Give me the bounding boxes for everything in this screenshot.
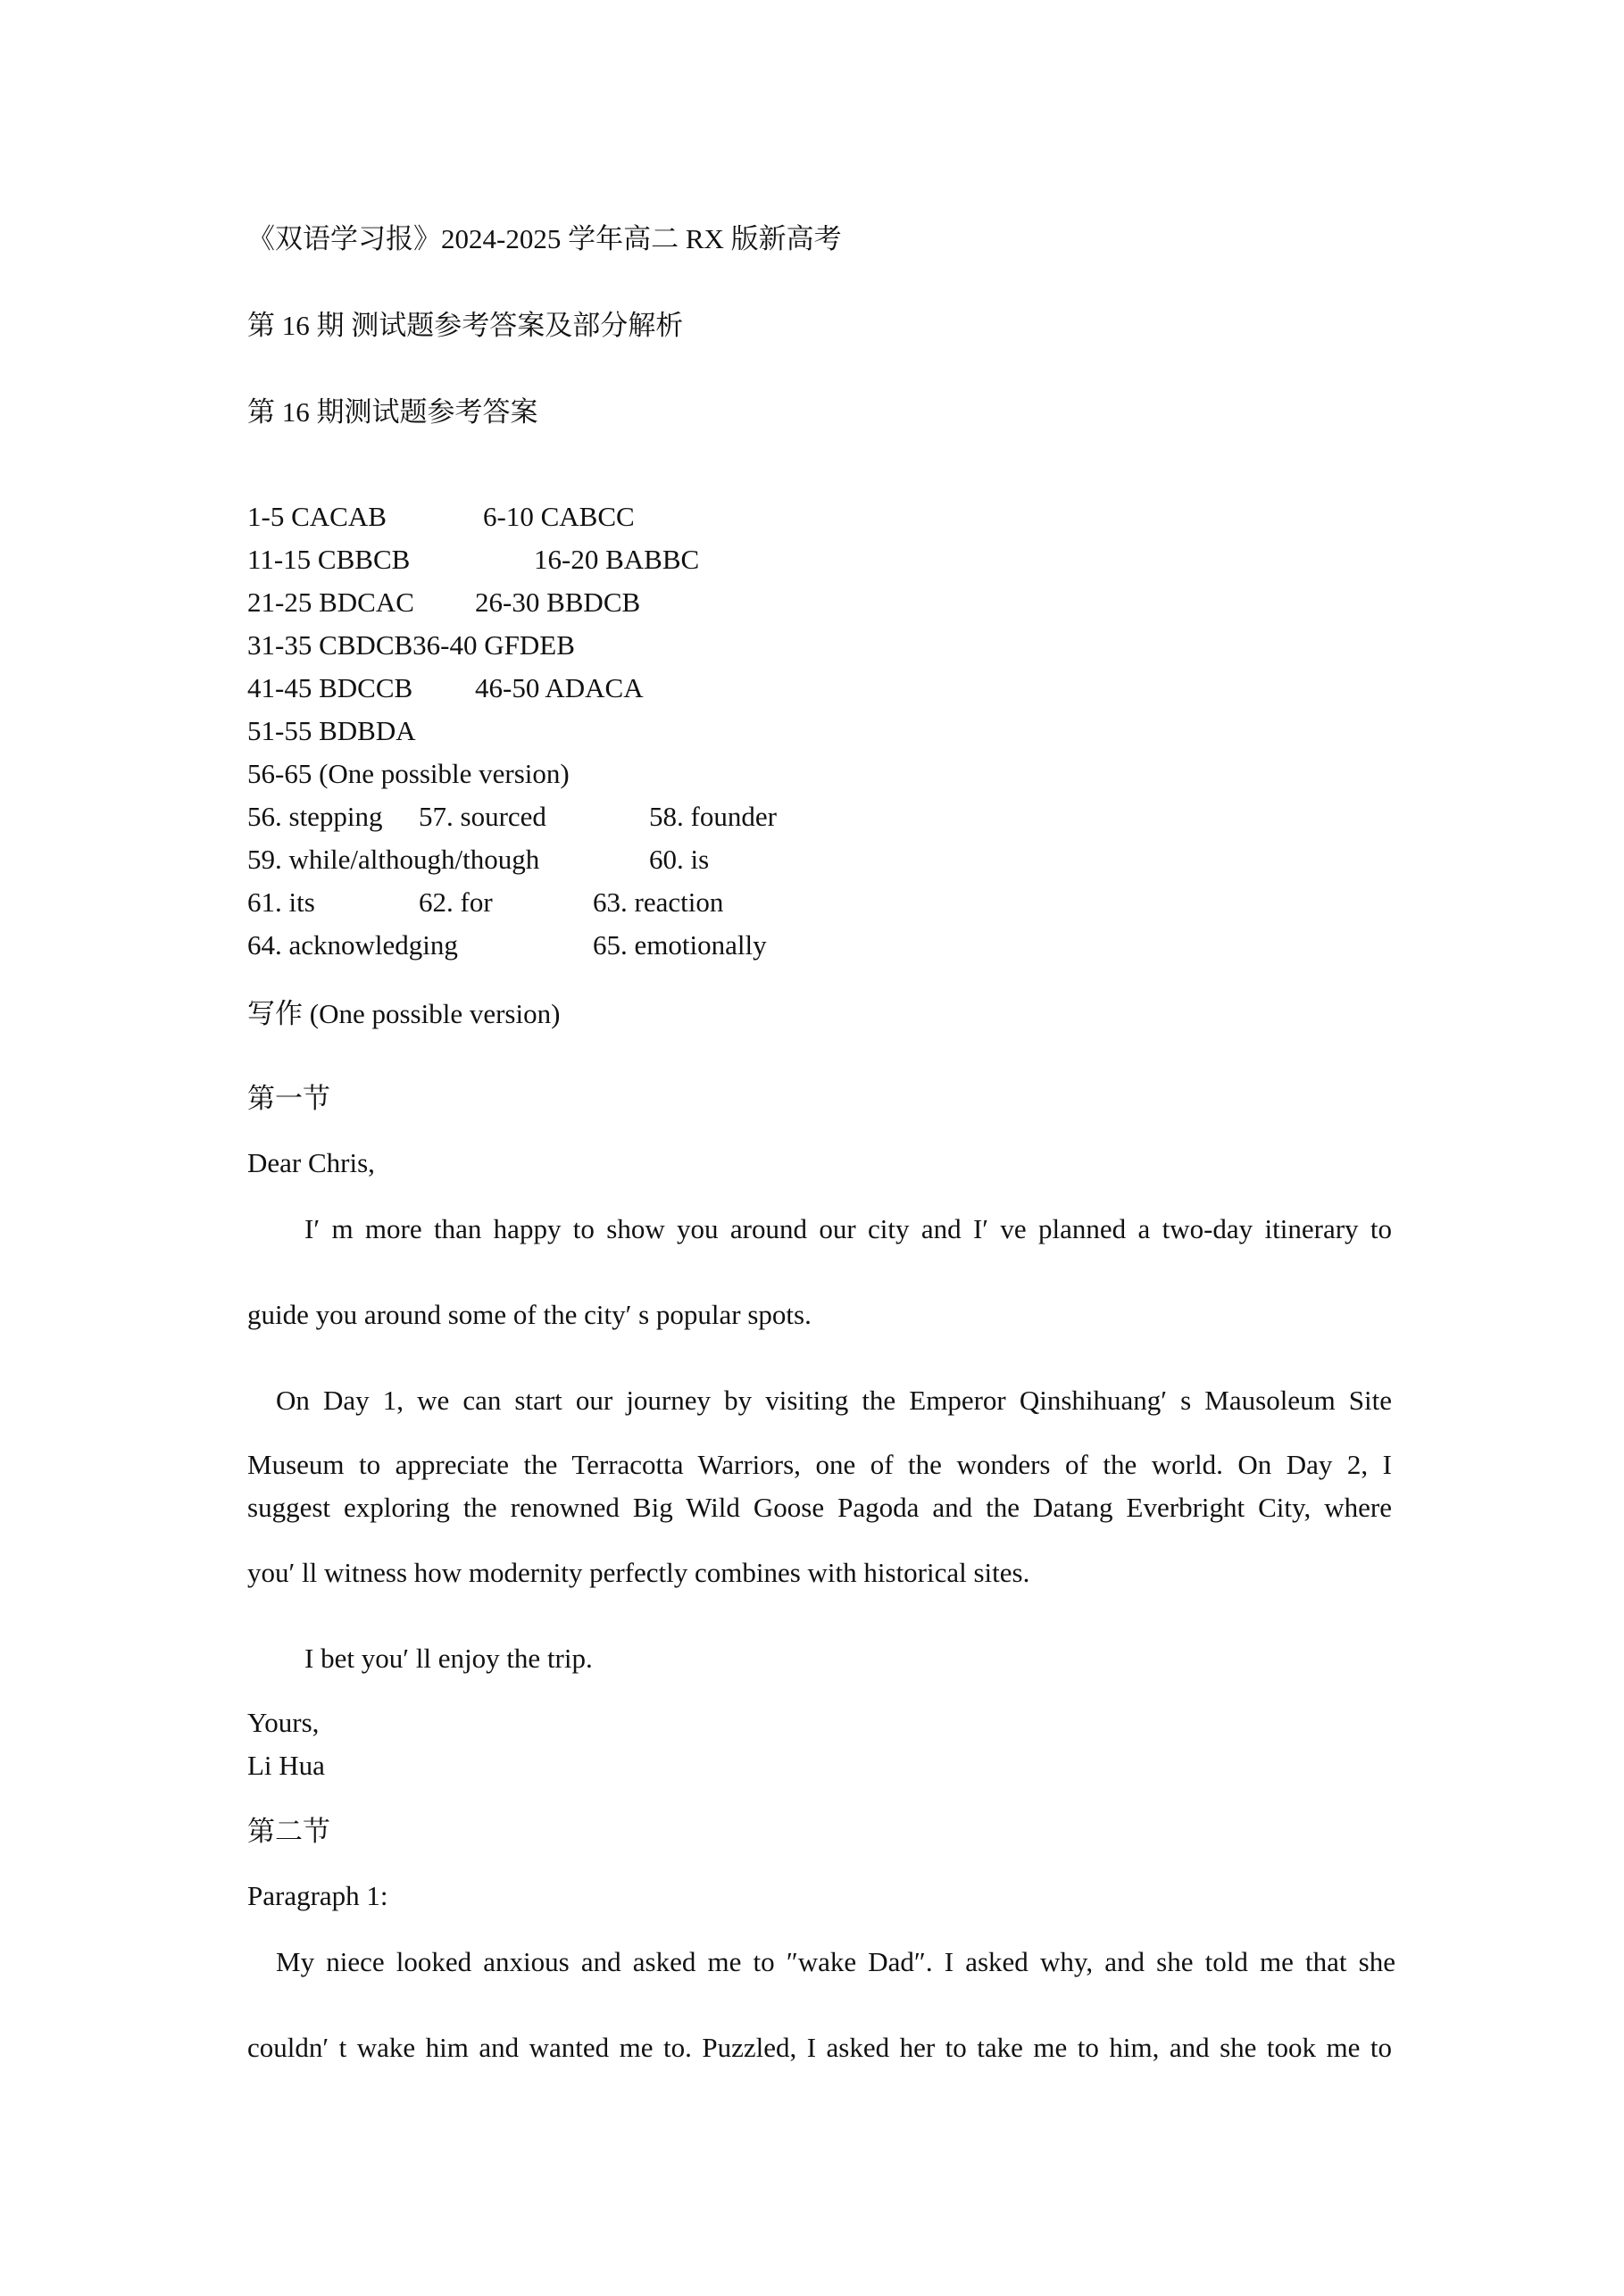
answer-16-20: 16-20 BABBC bbox=[534, 544, 700, 575]
letter-salutation: Dear Chris, bbox=[247, 1147, 375, 1178]
cloze-note: 56-65 (One possible version) bbox=[247, 758, 570, 789]
letter-p2-line3: suggest exploring the renowned Big Wild Goose Pagoda and the Datang Everbright City, where bbox=[247, 1492, 1392, 1523]
letter-p1-line1: I′ m more than happy to show you around our city and I′ ve planned a two-day itinerary to bbox=[304, 1213, 1392, 1244]
cloze-57: 57. sourced bbox=[419, 801, 546, 832]
letter-closing: Yours, bbox=[247, 1707, 320, 1738]
answer-section-title: 第 16 期测试题参考答案 bbox=[247, 396, 538, 428]
answer-1-5: 1-5 CACAB bbox=[247, 501, 387, 532]
cloze-64: 64. acknowledging bbox=[247, 929, 458, 961]
cloze-58: 58. founder bbox=[649, 801, 777, 832]
answer-26-30: 26-30 BBDCB bbox=[475, 586, 641, 618]
writing-part1-title: 第一节 bbox=[247, 1083, 330, 1114]
answer-21-25: 21-25 BDCAC bbox=[247, 586, 414, 618]
letter-signature: Li Hua bbox=[247, 1750, 325, 1781]
cloze-60: 60. is bbox=[649, 844, 710, 875]
story-line1: My niece looked anxious and asked me to ″wake Dad″. I asked why, and she told me that she bbox=[276, 1946, 1395, 1977]
answer-41-45: 41-45 BDCCB bbox=[247, 672, 413, 703]
answer-46-50: 46-50 ADACA bbox=[475, 672, 644, 703]
writing-part2-title: 第二节 bbox=[247, 1816, 330, 1847]
letter-p1-line2: guide you around some of the city′ s popular spots. bbox=[247, 1299, 812, 1330]
cloze-61: 61. its bbox=[247, 886, 315, 918]
letter-p3: I bet you′ ll enjoy the trip. bbox=[304, 1643, 593, 1674]
answer-11-15: 11-15 CBBCB bbox=[247, 544, 411, 575]
answer-6-10: 6-10 CABCC bbox=[483, 501, 635, 532]
letter-p2-line2: Museum to appreciate the Terracotta Warriors, one of the wonders of the world. On Day 2, I bbox=[247, 1449, 1392, 1480]
answer-51-55: 51-55 BDBDA bbox=[247, 715, 416, 746]
doc-subtitle: 第 16 期 测试题参考答案及部分解析 bbox=[247, 310, 684, 341]
doc-title: 《双语学习报》2024-2025 学年高二 RX 版新高考 bbox=[247, 223, 842, 254]
answer-31-40: 31-35 CBDCB36-40 GFDEB bbox=[247, 629, 575, 661]
writing-heading: 写作 (One possible version) bbox=[247, 998, 561, 1029]
letter-p2-line4: you′ ll witness how modernity perfectly combines with historical sites. bbox=[247, 1557, 1030, 1588]
paragraph-label: Paragraph 1: bbox=[247, 1880, 388, 1911]
story-line2: couldn′ t wake him and wanted me to. Puzzled, I asked her to take me to him, and she took me to bbox=[247, 2032, 1392, 2063]
cloze-65: 65. emotionally bbox=[593, 929, 767, 961]
cloze-56: 56. stepping bbox=[247, 801, 383, 832]
letter-p2-line1: On Day 1, we can start our journey by visiting the Emperor Qinshihuang′ s Mausoleum Site bbox=[276, 1385, 1392, 1416]
cloze-59: 59. while/although/though bbox=[247, 844, 540, 875]
cloze-62: 62. for bbox=[419, 886, 493, 918]
cloze-63: 63. reaction bbox=[593, 886, 724, 918]
